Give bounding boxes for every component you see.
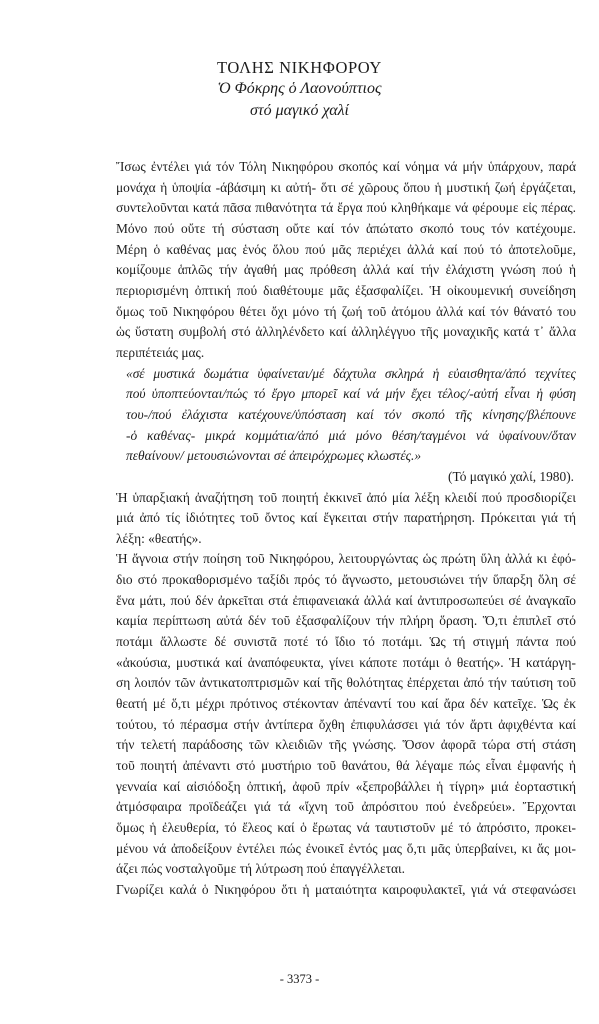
text-line: Ἴσως ἐντέλει γιά τόν Τόλη Νικηφόρου σκοπός καί νόημα νά μήν ὑπάρχουν, παρά [116,159,576,174]
paragraph-4 [116,880,576,901]
text-line: μένου νά ἀποδείξουν ἐντέλει πώς ἐνοικεῖ ἐντός μας ὅ,τι μᾶς ὑπερβαίνει, κι ἄς μοι- [116,840,576,856]
poem-quote [116,364,576,467]
text-line: μιά ἀπό τίς ἰδιότητες τοῦ ὄντος καί ἔγκειται στήν παρατήρηση. Πρόκειται γιά τή [116,510,576,526]
text-line: Μέρη ὁ καθένας μας ἑνός ὅλου πού μᾶς περιέχει ἀλλά καί πού τό ἀποτελοῦμε, [116,241,576,257]
text-line: Ἡ ὑπαρξιακή ἀναζήτηση τοῦ ποιητή ἐκκινεῖ ἀπό μία λέξη κλειδί πού προσδιορίζει [116,489,576,505]
text-line: μονάχα ἡ ὑποψία -άβάσιμη κι αὐτή- ὅτι σέ χῶρους ὅπου ἡ μυστική ζωή ἐργάζεται, [116,179,576,195]
text-line: περιορισμένη ὀπτική πού διαθέτουμε μᾶς ἐξασφαλίζει. Ἡ οἰκουμενική συνείδηση [116,282,576,298]
page-number: - 3373 - [279,972,320,986]
subtitle-line-2: στό μαγικό χαλί [250,102,349,119]
subtitle-line-1: Ὁ Φόκρης ὁ Λαονούπτιος [217,80,382,97]
text-line: ὡς ὕστατη συμβολή στό ἀλληλένδετο καί ἀλληλέγγυο τῆς μοναχικῆς κατά τ᾽ ἄλλα [116,324,576,340]
text-line: γενναία καί αἰσιόδοξη ὀπτική, ἀφοῦ πρίν «ξεπροβάλλει ἡ τίγρη» μιά ἑορταστική [116,778,576,794]
text-line: Μόνο πού οὔτε τή σύσταση οὔτε καί τόν ἀπώτατο σκοπό τους τόν κατέχουμε. [116,220,576,236]
quote-line: του-/πού ἐλάχιστα κατέχουνε/ὑπόσταση καί τόν σκοπό τῆς κίνησης/βλέπουνε [126,406,576,422]
article-header [0,58,599,122]
paragraph-2 [116,488,576,550]
text-line: Γνωρίζει καλά ὁ Νικηφόρου ὅτι ἡ ματαιότητα καιροφυλακτεῖ, γιά νά στεφανώσει [116,881,576,897]
text-line: περιπέτειάς μας. [116,344,205,360]
paragraph-1 [116,157,576,364]
text-line: τήν τελετή παράδοσης τῶν κλειδιῶν τῆς γνώσης. Ὅσον ἀφορᾶ τώρα στή στάση [116,737,576,753]
text-line: Ἡ ἄγνοια στήν ποίηση τοῦ Νικηφόρου, λειτουργώντας ὡς πρώτη ὕλη ἀλλά κι ἐφό- [116,551,576,567]
quote-source: (Τό μαγικό χαλί, 1980). [447,468,574,484]
text-line: λέξη: «θεατής». [116,530,202,546]
article-body [116,157,576,901]
text-line: διο στό προκαθορισμένο ταξίδι πρός τό ἄγνωστο, μετουσιώνει τήν ὕπαρξη ὅλη σέ [116,572,576,588]
text-line: άζει πώς νοσταλγοῦμε τή λύτρωση πού ἐπαγγέλλεται. [116,861,405,877]
quote-line: «σέ μυστικά δωμάτια ὑφαίνεται/μέ δάχτυλα σκληρά ἡ εὐαισθητα/ἀπό τεχνίτες [126,365,576,381]
text-line: ση λοιπόν τῶν ἀντικατοπτρισμῶν καί τῆς θολότητας ἐπέρχεται ἀπό τήν ταύτιση τοῦ [116,675,576,691]
text-line: ὅμως ἡ ἐλευθερία, τό ἔλεος καί ὁ ἔρωτας νά ταυτιστοῦν μέ τό ἀπρόσιτο, προκει- [116,820,576,835]
text-line: συντελοῦνται κατά πᾶσα πιθανότητα τά ἔργα πού κληθήκαμε νά φέρουμε εἰς πέρας. [116,200,576,216]
quote-line: πεθαίνουν/ μετουσιώνονται σέ ἀπειρόχρωμες κλωστές.» [126,448,422,464]
text-line: τοῦ ποιητή ἀπέναντι στό μυστήριο τοῦ θανάτου, θά λέγαμε πώς εἶναι ἐμφανής ἡ [116,758,576,774]
author-name: ΤΟΛΗΣ ΝΙΚΗΦΟΡΟΥ [217,58,382,77]
text-line: θεατή μέ ὅ,τι μέχρι πρότινος στέκονταν ἀπέναντί του καί ἄρα δέν κατεῖχε. Ὡς ἐκ [116,696,576,712]
text-line: ὅμως τοῦ Νικηφόρου θέτει ὄχι μόνο τή ζωή τοῦ ἀτόμου ἀλλά καί τόν θάνατό του [116,303,576,319]
text-line: «ἀκούσια, μυστικά καί ἀναπόφευκτα, γίνει κάποτε ποτάμι ὁ θεατής». Ἡ κατάργη- [116,654,576,670]
text-line: ἕνα μάτι, πού δέν ἀρκεῖται στά ἐπιφανειακά ἀλλά καί ἀντιπροσωπεύει σέ ἀναγκαῖο [116,592,576,608]
quote-line: πού ὑποπτεύονται/πώς τό ἔργο μπορεῖ καί νά μήν ἔχει τέλος/-αὐτή εἶναι ἡ φύση [126,386,576,402]
paragraph-3 [116,549,576,880]
text-line: ποτάμι ἄλλωστε δέ συνιστᾶ ποτέ τό ἴδιο τό ποτάμι. Ὡς τή στιγμή πάντα πού [116,634,576,650]
text-line: κομίζουμε ἁπλῶς τήν ἀγαθή μας πρόθεση ἀλλά καί τήν ἐλάχιστη γνώση πού ἡ [116,262,576,278]
quote-line: -ὁ καθένας- μικρά κομμάτια/ἀπό μιά μόνο θέση/ταγμένοι νά ὑφαίνουν/ὅταν [126,427,576,443]
text-line: τούτου, τό πέρασμα στήν ἀντίπερα ὄχθη ἐπιφυλάσσει γιά τόν ἄρτι ἀφιχθέντα καί [116,716,576,732]
text-line: καμία περίπτωση αὐτά δέν τοῦ ἐξασφαλίζουν τήν πλήρη ὅραση. Ὅ,τι ἐπιπλεῖ στό [116,613,576,629]
text-line: ἀτμόσφαιρα προϊδεάζει γιά τά «ἴχνη τοῦ ἀπρόσιτου πού ἐνεδρεύει». Ἔρχονται [116,799,576,815]
